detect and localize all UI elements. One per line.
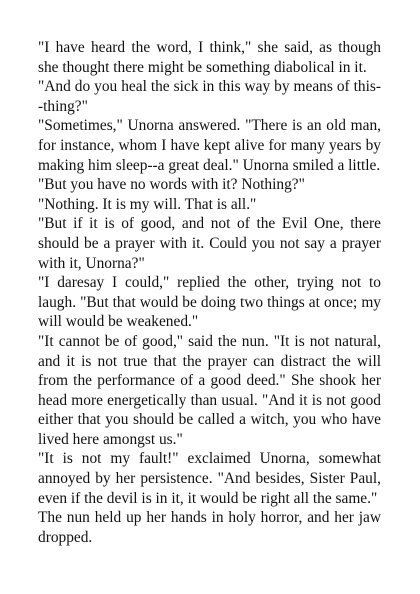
- paragraph: "And do you heal the sick in this way by means of this--thing?": [38, 78, 381, 115]
- paragraph: "Nothing. It is my will. That is all.": [38, 195, 257, 213]
- paragraph: "But you have no words with it? Nothing?": [38, 176, 305, 194]
- paragraph: "I daresay I could," replied the other, trying not to laugh. "But that would be doing two things at once; my will would be weakened.": [38, 274, 381, 331]
- paragraph: "Sometimes," Unorna answered. "There is an old man, for instance, whom I have kept alive for many years by making him sleep--a great deal." Unorna smiled a little.: [38, 117, 381, 174]
- paragraph: "But if it is of good, and not of the Evil One, there should be a prayer with it. Could you not say a prayer with it, Unorna?": [38, 215, 381, 272]
- paragraph: "It is not my fault!" exclaimed Unorna, somewhat annoyed by her persistence. "And besides, Sister Paul, even if the devil is in it, it would be right all the same.": [38, 450, 381, 507]
- paragraph: "I have heard the word, I think," she said, as though she thought there might be something diabolical in it.: [38, 39, 381, 76]
- paragraph: The nun held up her hands in holy horror, and her jaw dropped.: [38, 509, 381, 546]
- paragraph: "It cannot be of good," said the nun. "It is not natural, and it is not true that the prayer can distract the will from the performance of a good deed." She shook her head more energetically than usual. "And it is not good either that you should be called a witch, you who have lived here amongst us.": [38, 332, 381, 448]
- page-body: [38, 38, 381, 547]
